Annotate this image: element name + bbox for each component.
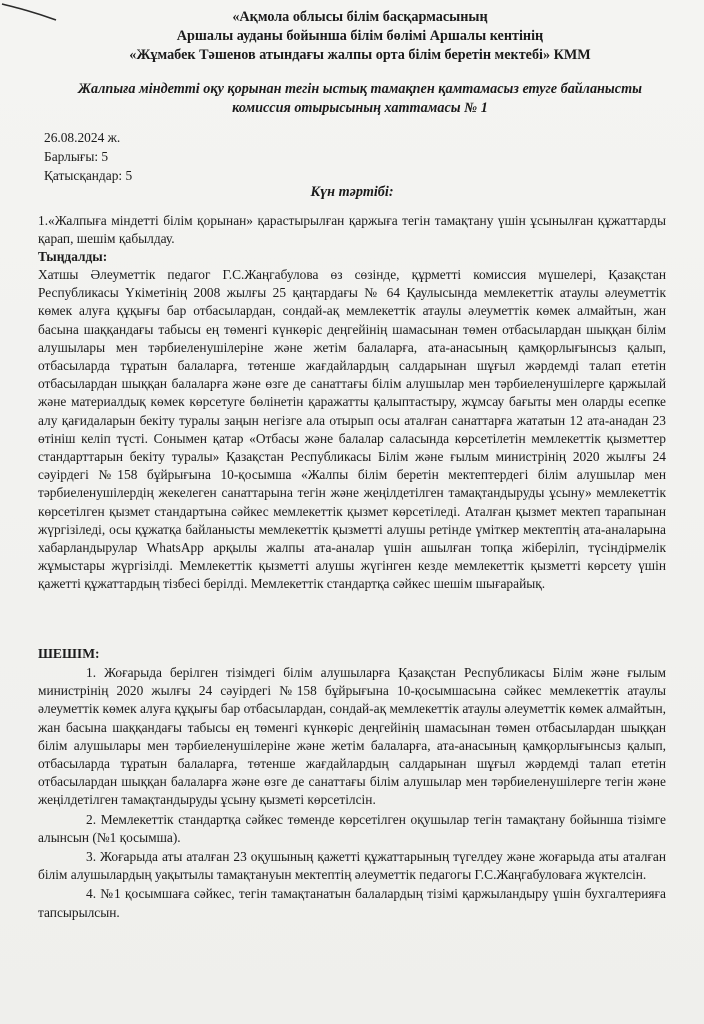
agenda-heading: Күн тәртібі: [310,184,394,200]
meeting-meta [44,128,344,185]
header-line-1: «Ақмола облысы білім басқармасының [232,9,488,25]
decision-items [38,664,666,923]
document-title [40,80,680,118]
header-line-3: «Жұмабек Тәшенов атындағы жалпы орта білім беретін мектебі» КММ [129,47,591,63]
title-line-1: Жалпыға міндетті оқу қорынан тегін ыстық тамақпен қамтамасыз етуге байланысты [78,81,642,97]
members-total: Барлығы: 5 [44,149,109,164]
decision-item: 2. Мемлекеттік стандартқа сәйкес төменде көрсетілген оқушылар тегін тамақтану бойынша тізімге алынсын (№1 қосымша). [38,811,666,845]
heard-heading: Тыңдалды: [38,249,108,264]
meeting-date: 26.08.2024 ж. [44,130,121,145]
decision-item: 3. Жоғарыда аты аталған 23 оқушының қажетті құжаттарының түгелдеу және жоғарыда аты аталған білім алушылардың уақытылы тамақтануын мектептің әлеуметтік педагогы Г.С.Жаңгабуловаға жүктелсін. [38,849,666,883]
agenda-text: 1.«Жалпыға міндетті білім қорынан» қарастырылған қаржыға тегін тамақтану үшін ұсынылған құжаттарды қарап, шешім қабылдау. [38,213,666,247]
title-line-2: комиссия отырысының хаттамасы № 1 [232,100,488,116]
header-line-2: Аршалы ауданы бойынша білім бөлімі Аршалы кентінің [176,28,544,44]
organization-header [80,8,640,65]
decision-item: 1. Жоғарыда берілген тізімдегі білім алушыларға Қазақстан Республикасы Білім және ғылым министрінің 2020 жылғы 24 сәуірдегі №158 бұйрығына 10-қосымшасына сәйкес мемлекеттік атаулы әлеуметтік көмек алуға құқығы бар отбасылардан, сондай-ақ мемлекеттік атаулы әлеуметтік көмек алмайтын, жан басына шаққандағы табысы ең төменгі күнкөріс деңгейінің шамасынан төмен отбасылардан шыққан білім алушылары мен тәрбиеленушілеріне және жетім балаларға, ата-анасының қамқорлығынсыз қалып, отбасыларда тұратын балаларға, төтенше жағдайлардың салдарынан шұғыл жәрдемді талап ететін отбасылардан шыққан балаларға және өзге де санаттағы білім алушылар мен тәрбиеленушілерге тегін және жеңілдетілген тамақтандыруды ұсыну қызметі көрсетілсін. [38,665,666,808]
decision-item: 4. №1 қосымшаға сәйкес, тегін тамақтанатын балалардың тізімі қаржыландыру үшін бухгалтерияға тапсырылсын. [38,886,666,920]
members-present: Қатысқандар: 5 [44,168,133,183]
pen-stroke-mark [0,0,60,22]
heard-text: Хатшы Әлеуметтік педагог Г.С.Жаңгабулова өз сөзінде, құрметті комиссия мүшелері, Қазақстан Республикасы Үкіметінің 2008 жылғы 25 қаңтардағы № 64 Қаулысында мемлекеттік атаулы әлеуметтік көмек алуға құқығы бар отбасылардан, сондай-ақ мемлекеттік атаулы әлеуметтік көмек алмайтын, жан басына шаққандағы табысы ең төменгі күнкөріс деңгейінің шамасынан төмен отбасылардан шыққан білім алушылары мен тәрбиеленушілеріне және жетім балаларға, ата-анасының қамқорлығынсыз қалып, отбасыларда тұратын балаларға, төтенше жағдайлардың салдарынан шұғыл жәрдемді талап ететін отбасылардан шыққан балаларға және өзге де санаттағы білім алушылар мен тәрбиеленушілерге қаржылай және материалдық көмек көрсетуге бөлінетін қаражатты қалыптастыру, жұмсау бағыты мен оларды есепке алу қағидаларын бекіту туралы заңын негізге ала отырып осы аталған санаттарға жататын 12 ата-анадан 23 өтініш келіп түсті. Сонымен қатар «Отбасы және балалар саласында көрсетілетін мемлекеттік қызметтер стандарттарын бекіту туралы» Қазақстан Республикасы Білім және ғылым министрінің 2020 жылғы 24 сәуірдегі №158 бұйрығына 10-қосымша «Жалпы білім беретін мектептердегі білім алушылар мен тәрбиеленушілердің жекелеген санаттарына тегін және жеңілдетілген тамақтандыруды ұсыну» мемлекеттік көрсетілген қызмет стандартына сәйкес мемлекеттік қызмет көрсетіледі. Аталған қызмет мектеп тарапынан жүргізіледі, осы құжатқа байланысты мемлекеттік қызметті алушы ретінде үміткер мектептің ата-аналарына хабарландырулар WhatsApp арқылы жалпы ата-аналар үшін ашылған топқа жіберіліп, түсіндірмелік жұмыстары жүргізілді. Мемлекеттік қызметті алушы жүгінген кезде мемлекеттік қызметті көрсету үшін қажетті құжаттардың тізбесі берілді. Мемлекеттік стандартқа сәйкес шешім шығарайық. [38,267,666,592]
decision-heading: ШЕШІМ: [38,646,100,661]
